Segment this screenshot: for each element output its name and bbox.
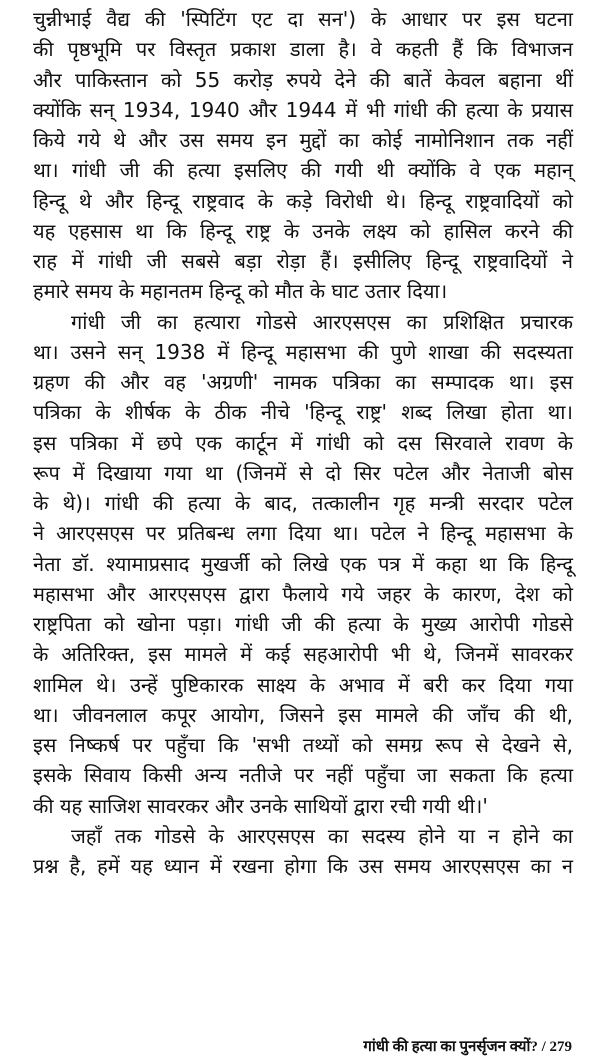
text-line: हमारे समय के महानतम हिन्दू को मौत के घाट उतार दिया। bbox=[33, 279, 448, 304]
text-line: पत्रिका के शीर्षक के ठीक नीचे 'हिन्दू राष्ट्र' शब्द लिखा होता था। bbox=[33, 400, 573, 425]
text-line: था। उसने सन् 1938 में हिन्दू महासभा की पुणे शाखा की सदस्यता bbox=[33, 339, 573, 364]
text-line: प्रश्न है, हमें यह ध्यान में रखना होगा कि उस समय आरएसएस का न bbox=[33, 854, 573, 878]
text-line: के अतिरिक्त, इस मामले में कई सहआरोपी भी थे, जिनमें सावरकर bbox=[33, 642, 573, 667]
text-line: ने आरएसएस पर प्रतिबन्ध लगा दिया था। पटेल ने हिन्दू महासभा के bbox=[33, 521, 573, 546]
text-line: की यह साजिश सावरकर और उनके साथियों द्वारा रची गयी थी।' bbox=[33, 793, 488, 818]
running-footer-page-number: गांधी की हत्या का पुनर्सृजन क्यों? / 279 bbox=[363, 1039, 572, 1055]
text-line: की पृष्ठभूमि पर विस्तृत प्रकाश डाला है। वे कहती हैं कि विभाजन bbox=[33, 37, 573, 62]
text-line: नेता डॉ. श्यामाप्रसाद मुखर्जी को लिखे एक पत्र में कहा था कि हिन्दू bbox=[33, 551, 573, 576]
text-line: हिन्दू थे और हिन्दू राष्ट्रवाद के कड़े विरोधी थे। हिन्दू राष्ट्रवादियों को bbox=[33, 188, 573, 213]
text-line: रूप में दिखाया गया था (जिनमें से दो सिर पटेल और नेताजी बोस bbox=[33, 460, 573, 485]
paragraph-start-line: जहाँ तक गोडसे के आरएसएस का सदस्य होने या न होने का bbox=[71, 823, 573, 848]
text-line: यह एहसास था कि हिन्दू राष्ट्र के उनके लक्ष्य को हासिल करने की bbox=[33, 218, 573, 243]
text-line: शामिल थे। उन्हें पुष्टिकारक साक्ष्य के अभाव में बरी कर दिया गया bbox=[33, 672, 573, 697]
text-line: महासभा और आरएसएस द्वारा फैलाये गये जहर के कारण, देश को bbox=[33, 581, 573, 606]
text-line: और पाकिस्तान को 55 करोड़ रुपये देने की बातें केवल बहाना थीं bbox=[33, 67, 573, 92]
text-line: क्योंकि सन् 1934, 1940 और 1944 में भी गांधी की हत्या के प्रयास bbox=[33, 97, 573, 122]
text-line: इस निष्कर्ष पर पहुँचा कि 'सभी तथ्यों को समग्र रूप से देखने से, bbox=[33, 733, 573, 757]
text-line: था। गांधी जी की हत्या इसलिए की गयी थी क्योंकि वे एक महान् bbox=[33, 158, 573, 183]
text-line: था। जीवनलाल कपूर आयोग, जिसने इस मामले की जाँच की थी, bbox=[33, 702, 573, 727]
text-line: ग्रहण की और वह 'अग्रणी' नामक पत्रिका का सम्पादक था। इस bbox=[33, 370, 573, 394]
text-line: इसके सिवाय किसी अन्य नतीजे पर नहीं पहुँचा जा सकता कि हत्या bbox=[33, 763, 573, 788]
paragraph-start-line: गांधी जी का हत्यारा गोडसे आरएसएस का प्रशिक्षित प्रचारक bbox=[71, 309, 573, 334]
text-line: राष्ट्रपिता को खोना पड़ा। गांधी जी की हत्या के मुख्य आरोपी गोडसे bbox=[33, 612, 573, 636]
page-body bbox=[33, 4, 573, 881]
text-line: राह में गांधी जी सबसे बड़ा रोड़ा हैं। इसीलिए हिन्दू राष्ट्रवादियों ने bbox=[33, 249, 573, 273]
text-line: चुन्नीभाई वैद्य की 'स्पिटिंग एट दा सन') के आधार पर इस घटना bbox=[33, 7, 573, 31]
text-line: के थे)। गांधी की हत्या के बाद, तत्कालीन गृह मन्त्री सरदार पटेल bbox=[33, 491, 573, 515]
text-line: किये गये थे और उस समय इन मुद्दों का कोई नामोनिशान तक नहीं bbox=[33, 128, 573, 152]
text-line: इस पत्रिका में छपे एक कार्टून में गांधी को दस सिरवाले रावण के bbox=[33, 430, 573, 455]
